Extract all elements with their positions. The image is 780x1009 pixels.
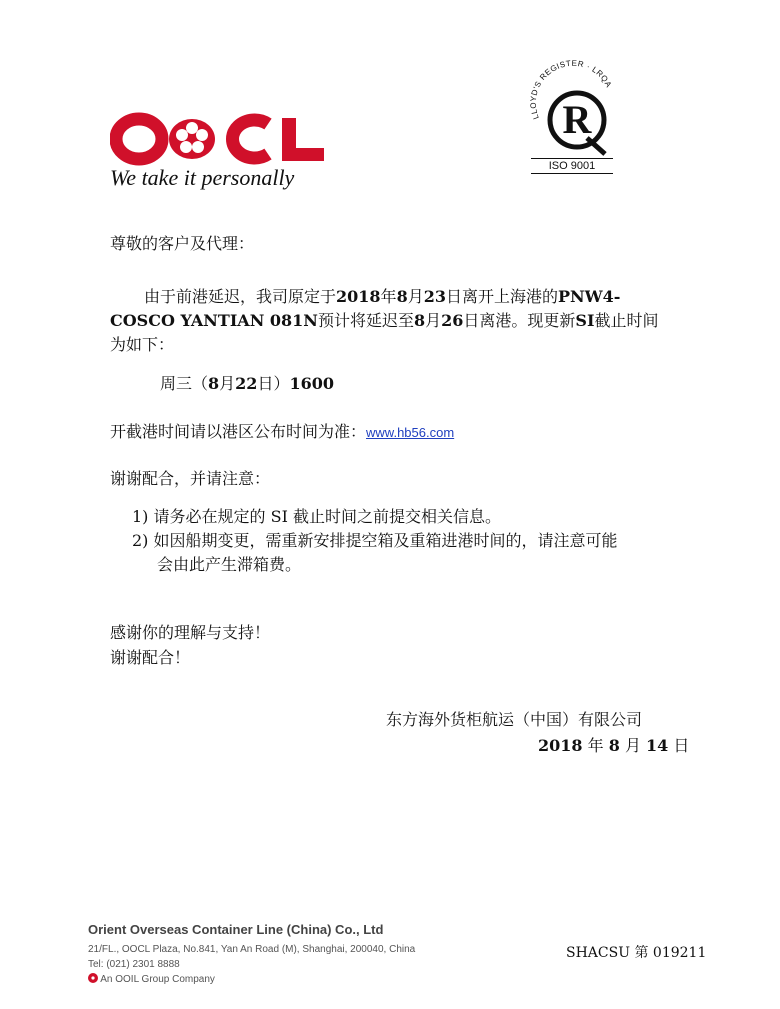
lrqa-seal-graphic xyxy=(525,58,620,158)
attention-line: 谢谢配合，并请注意： xyxy=(110,469,271,488)
plum-blossom-icon xyxy=(88,973,98,983)
paragraph-line-3: 为如下： xyxy=(110,335,175,354)
lrqa-seal xyxy=(525,58,620,176)
footer-company: Orient Overseas Container Line (China) Co., Ltd xyxy=(88,922,384,937)
tagline: We take it personally xyxy=(110,165,295,190)
cutoff-time: 周三（8月22日）1600 xyxy=(160,374,334,393)
paragraph-line-2: COSCO YANTIAN 081N预计将延迟至8月26日离港。现更新SI截止时间 xyxy=(110,311,659,330)
salutation: 尊敬的客户及代理： xyxy=(110,234,255,253)
seal-letter: R xyxy=(562,97,592,142)
list-item: 2) 如因船期变更，需重新安排提空箱及重箱进港时间的，请注意可能 xyxy=(132,531,618,550)
footer-tel: Tel: (021) 2301 8888 xyxy=(88,959,180,970)
letter-date: 2018 年 8 月 14 日 xyxy=(538,736,690,755)
port-notice-text: 开截港时间请以港区公布时间为准： xyxy=(110,422,367,441)
footer xyxy=(88,922,508,992)
thanks-line-2: 谢谢配合！ xyxy=(110,648,191,667)
seal-arc-text: LLOYD'S REGISTER · LRQA xyxy=(528,58,614,121)
thanks-line-1: 感谢你的理解与支持！ xyxy=(110,623,271,642)
oocl-wordmark xyxy=(110,110,340,168)
reference-number: SHACSU 第 019211 xyxy=(566,945,707,961)
footer-address: 21/FL., OOCL Plaza, No.841, Yan An Road (M), Shanghai, 200040, China xyxy=(88,944,416,955)
list-item: 1) 请务必在规定的 SI 截止时间之前提交相关信息。 xyxy=(132,507,501,526)
iso-label: ISO 9001 xyxy=(531,158,613,174)
footer-group: An OOIL Group Company xyxy=(88,973,215,985)
signer-company: 东方海外货柜航运（中国）有限公司 xyxy=(386,710,643,729)
oocl-logo xyxy=(110,110,340,195)
paragraph-line-1: 由于前港延迟，我司原定于2018年8月23日离开上海港的PNW4- xyxy=(144,287,621,306)
port-notice xyxy=(110,419,454,446)
list-item-continued: 会由此产生滞箱费。 xyxy=(157,555,302,574)
port-link[interactable]: www.hb56.com xyxy=(366,425,455,440)
